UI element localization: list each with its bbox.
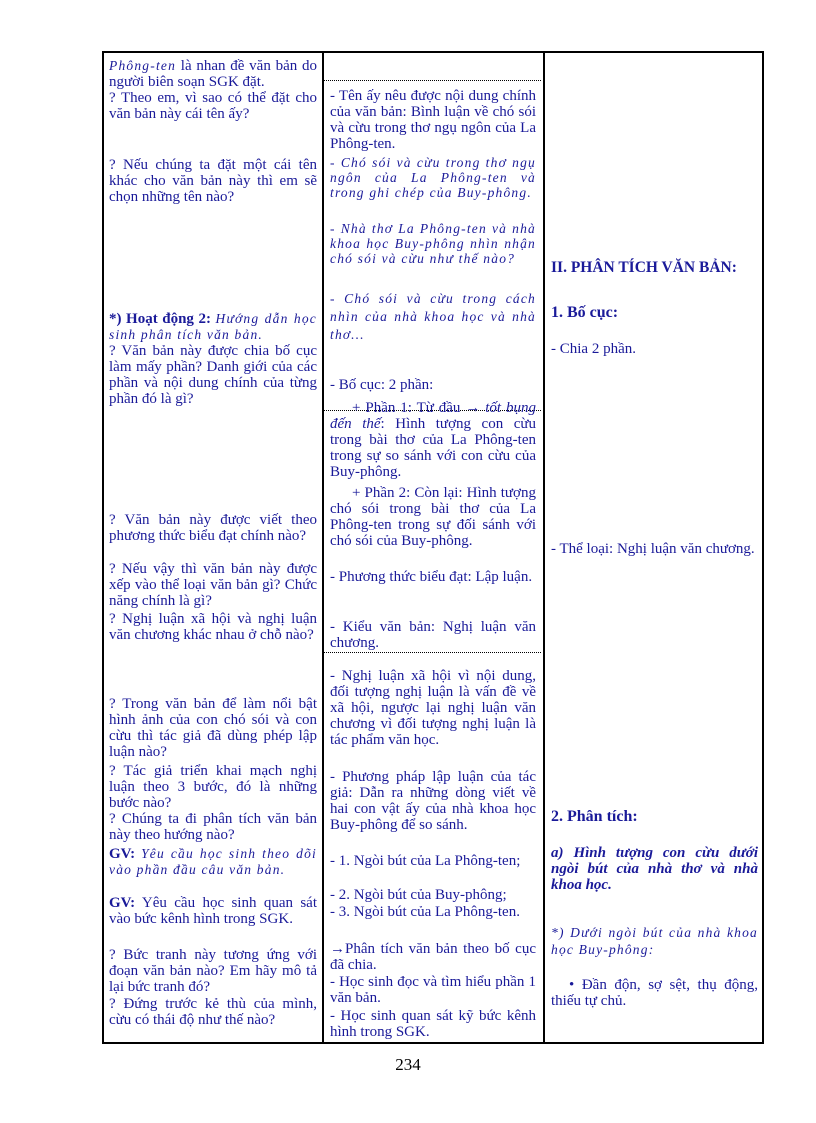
question-9: ? Chúng ta đi phân tích văn bản này theo hướng nào? (109, 811, 317, 843)
question-3: ? Văn bản này được chia bố cục làm mấy phần? Danh giới của các phần và nội dung chính của từng phần đó là gì? (109, 343, 317, 407)
column-divider-2 (543, 53, 545, 1042)
lesson-table (102, 51, 764, 1044)
analysis-heading: 2. Phân tích: (551, 808, 638, 825)
structure-heading: 1. Bố cục: (551, 304, 619, 321)
argument-comparison: - Nghị luận xã hội vì nội dung, đối tượng nghị luận là vấn đề về xã hội, ngược lại nghị luận văn chương vì đối tượng nghị luận là tác phẩm văn học. (330, 668, 536, 748)
arrow-icon: → (330, 941, 345, 957)
observe-picture: - Học sinh quan sát kỹ bức kênh hình trong SGK. (330, 1008, 536, 1040)
column-divider-1 (322, 53, 324, 1042)
read-part-1: - Học sinh đọc và tìm hiểu phần 1 văn bản. (330, 974, 536, 1006)
bullet-icon: • (569, 977, 575, 993)
subsection-a: a) Hình tượng con cừu dưới ngòi bút của nhà thơ và nhà khoa học. (551, 845, 758, 893)
analysis-direction: →Phân tích văn bản theo bố cục đã chia. (330, 941, 536, 973)
question-1: ? Theo em, vì sao có thể đặt cho văn bản này cái tên ấy? (109, 90, 317, 122)
row-divider (324, 80, 541, 81)
section-heading: II. PHÂN TÍCH VĂN BẢN: (551, 259, 737, 276)
alt-title-1: - Chó sói và cừu trong thơ ngụ ngôn của La Phông-ten và trong ghi chép của Buy-phông. (330, 155, 536, 200)
structure-answer: - Bố cục: 2 phần: (330, 377, 434, 393)
step-3: - 3. Ngòi bút của La Phông-ten. (330, 904, 520, 920)
intro-paragraph (109, 58, 317, 90)
question-11: ? Đứng trước kẻ thù của mình, cừu có thái độ như thế nào? (109, 996, 317, 1028)
alt-title-2: - Nhà thơ La Phông-ten và nhà khoa học Buy-phông nhìn nhận chó sói và cừu như thế nào? (330, 221, 536, 266)
question-10: ? Bức tranh này tương ứng với đoạn văn bản nào? Em hãy mô tả lại bức tranh đó? (109, 947, 317, 995)
text-type: - Kiểu văn bản: Nghị luận văn chương. (330, 619, 536, 651)
part-1: + Phần 1: Từ đầu → tốt bụng đến thế: Hình tượng con cừu trong bài thơ của La Phông-ten trong sự so sánh với con cừu của Buy-phông. (330, 400, 537, 480)
alt-title-3: - Chó sói và cừu trong cách nhìn của nhà khoa học và nhà thơ… (330, 291, 536, 342)
activity-2-heading: *) Hoạt động 2: Hướng dẫn học sinh phân tích văn bản. (109, 311, 317, 342)
part-2: + Phần 2: Còn lại: Hình tượng chó sói trong bài thơ của La Phông-ten trong sự đối sánh với chó sói của Buy-phông. (330, 485, 536, 549)
arrow-icon: → (465, 400, 481, 416)
author-name: Phông-ten (109, 58, 177, 73)
step-2: - 2. Ngòi bút của Buy-phông; (330, 887, 507, 903)
question-6: ? Nghị luận xã hội và nghị luận văn chương khác nhau ở chỗ nào? (109, 611, 317, 643)
question-2: ? Nếu chúng ta đặt một cái tên khác cho văn bản này thì em sẽ chọn những tên nào? (109, 157, 317, 205)
genre-value: - Thể loại: Nghị luận văn chương. (551, 541, 755, 557)
row-divider (324, 652, 541, 653)
question-7: ? Trong văn bản để làm nổi bật hình ảnh của con chó sói và con cừu thì tác giả đã dùng phép lập luận nào? (109, 696, 317, 760)
expression-method: - Phương thức biểu đạt: Lập luận. (330, 569, 533, 585)
gv-note-2: GV: Yêu cầu học sinh quan sát vào bức kênh hình trong SGK. (109, 895, 317, 927)
structure-value: - Chia 2 phần. (551, 341, 636, 357)
step-1: - 1. Ngòi bút của La Phông-ten; (330, 853, 521, 869)
sheep-traits: • Đần độn, sợ sệt, thụ động, thiếu tự chủ. (551, 977, 759, 1009)
argument-method: - Phương pháp lập luận của tác giả: Dẫn ra những dòng viết về hai con vật ấy của nhà khoa học Buy-phông để so sánh. (330, 769, 536, 833)
question-4: ? Văn bản này được viết theo phương thức biểu đạt chính nào? (109, 512, 317, 544)
question-5: ? Nếu vậy thì văn bản này được xếp vào thể loại văn bản gì? Chức năng chính là gì? (109, 561, 317, 609)
buffon-view: *) Dưới ngòi bút của nhà khoa học Buy-phông: (551, 925, 758, 957)
answer-title-meaning: - Tên ấy nêu được nội dung chính của văn bản: Bình luận về chó sói và cừu trong thơ ngụ ngôn của La Phông-ten. (330, 88, 536, 152)
page-number: 234 (395, 1055, 421, 1074)
gv-note-1: GV: Yêu cầu học sinh theo dõi vào phần đầu câu văn bản. (109, 846, 317, 877)
question-8: ? Tác giả triển khai mạch nghị luận theo 3 bước, đó là những bước nào? (109, 763, 317, 811)
intro-text: là nhan đề văn bản do người biên soạn SGK đặt. (109, 58, 317, 90)
